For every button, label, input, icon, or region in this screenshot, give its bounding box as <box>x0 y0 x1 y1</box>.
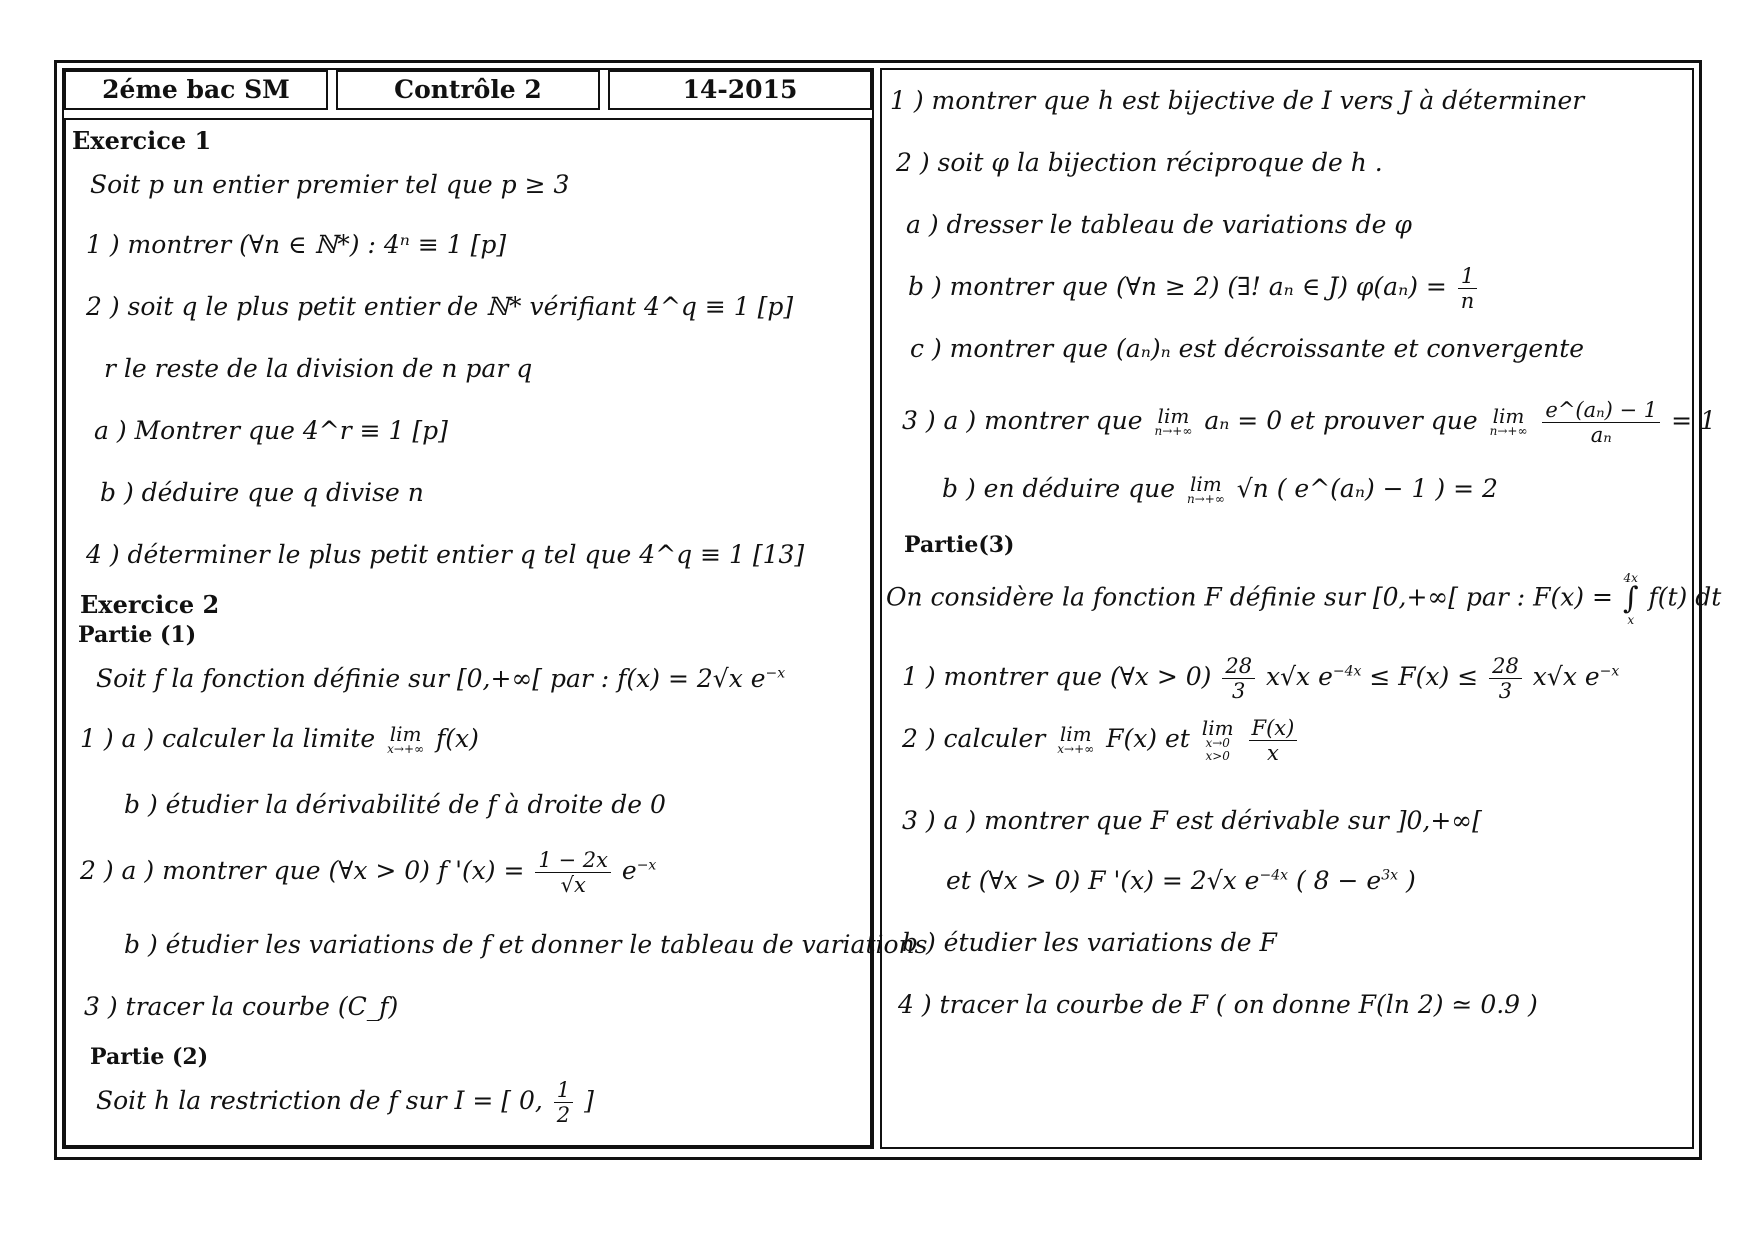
part-3-intro: On considère la fonction F définie sur [0,+∞[ par : F(x) = 4x ∫ x f(t) dt <box>886 571 1722 627</box>
ex2-q1a: 1 ) a ) calculer la limite lim x→+∞ f(x) <box>80 722 479 756</box>
ex2-q2a: 2 ) a ) montrer que (∀x > 0) f '(x) = $\frac{1 - 2x}{√x}$ $e^{-x}$ <box>80 848 657 897</box>
right-q1: 1 ) montrer que h est bijective de I vers J à déterminer <box>890 86 1585 115</box>
header-year: 14-2015 <box>608 70 872 110</box>
ex2-q3: 3 ) tracer la courbe (C_f) <box>84 992 399 1021</box>
ex1-q4: 4 ) déterminer le plus petit entier q tel que 4^q ≡ 1 [13] <box>86 540 805 569</box>
exercise-1-heading: Exercice 1 <box>72 126 212 155</box>
right-q3a: 3 ) a ) montrer que lim n→+∞ aₙ = 0 et prouver que lim n→+∞ $\frac{\text{e\textasciicircum{}(aₙ) − 1}}{\text{aₙ}}$ = 1 <box>902 398 1716 447</box>
right-q2c: c ) montrer que (aₙ)ₙ est décroissante et convergente <box>910 334 1585 363</box>
ex2-p2-intro: Soit h la restriction de f sur I = [ 0, $\frac{1}{2}$ ] <box>96 1078 594 1127</box>
right-q2: 2 ) soit φ la bijection réciproque de h . <box>896 148 1383 177</box>
part-3-heading: Partie(3) <box>904 532 1015 558</box>
ex1-q2-remainder: r le reste de la division de n par q <box>104 354 533 383</box>
right-q2a: a ) dresser le tableau de variations de φ <box>906 210 1412 239</box>
part-3-q3a: 3 ) a ) montrer que F est dérivable sur ]0,+∞[ <box>902 806 1482 835</box>
ex1-q2: 2 ) soit q le plus petit entier de ℕ* vérifiant 4^q ≡ 1 [p] <box>86 292 794 321</box>
exercise-2-heading: Exercice 2 <box>80 590 220 619</box>
header-level: 2éme bac SM <box>64 70 328 110</box>
part-3-q1: 1 ) montrer que (∀x > 0) $\frac{28}{3}$ x√x $e^{-4x} \le F(x)$ ≤ $\frac{28}{3}$ x√x $e^{-x}$ <box>902 654 1620 703</box>
part-2-heading: Partie (2) <box>90 1044 209 1070</box>
right-q2b: b ) montrer que (∀n ≥ 2) (∃! aₙ ∈ J) φ(aₙ) = $\frac{1}{n}$ <box>908 264 1480 313</box>
right-q3b: b ) en déduire que lim n→+∞ √n ( e^(aₙ) − 1 ) = 2 <box>942 472 1498 506</box>
ex2-q2b: b ) étudier les variations de f et donner le tableau de variations <box>124 930 928 959</box>
part-3-q3b: b ) étudier les variations de F <box>902 928 1277 957</box>
header-title: Contrôle 2 <box>336 70 600 110</box>
part-3-q4: 4 ) tracer la courbe de F ( on donne F(ln 2) ≃ 0.9 ) <box>898 990 1538 1019</box>
ex2-intro: Soit f la fonction définie sur [0,+∞[ par : f(x) = 2√x $e^{-x}$ <box>96 664 786 693</box>
ex1-intro: Soit p un entier premier tel que p ≥ 3 <box>90 170 570 199</box>
ex1-q1: 1 ) montrer (∀n ∈ ℕ*) : 4ⁿ ≡ 1 [p] <box>86 230 507 259</box>
ex1-q2a: a ) Montrer que 4^r ≡ 1 [p] <box>94 416 448 445</box>
ex2-q1b: b ) étudier la dérivabilité de f à droite de 0 <box>124 790 666 819</box>
part-1-heading: Partie (1) <box>78 622 197 648</box>
part-3-q3a-derivative: et (∀x > 0) F '(x) = 2√x $e^{-4x}$ ( $8 - e^{3x}$ ) <box>946 866 1416 895</box>
ex1-q2b: b ) déduire que q divise n <box>100 478 424 507</box>
part-3-q2: 2 ) calculer lim x→+∞ F(x) et lim x→0 x>0 $\frac{F(x)}{x}$ <box>902 716 1300 765</box>
